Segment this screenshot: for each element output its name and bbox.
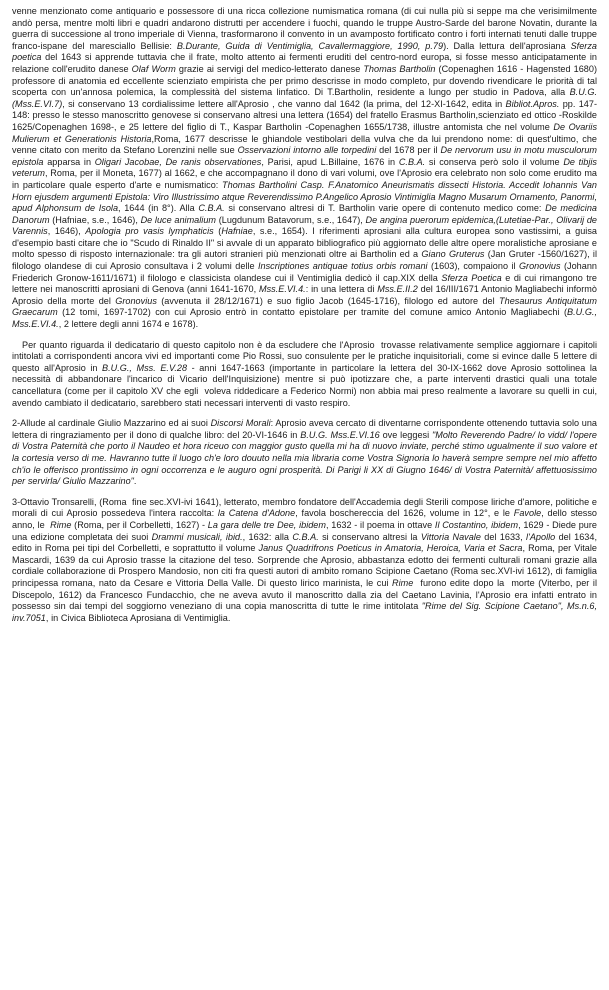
paragraph-main-body: venne menzionato come antiquario e possessore di una ricca collezione numismatica romana (di cui nulla più si seppe ma che verisimilmente andò persa, mentre molti libri e quadri andarono distrutti per accendere i fuochi, quando le truppe Austro-Sarde del barone Novatin, durante la guerra di successione al trono imperiale di Vienna, trasformarono il convento in un avamposto fortificato contro i forti internati tenuti dalle truppe franco-ispane del maresciallo Bellisie: B.Durante, Guida di Ventimiglia, Cavallermaggiore, 1990, p.79). Dalla lettura dell'aprosiana Sferza poetica del 1643 si apprende tuttavia che il frate, molto attento ai fermenti eruditi del centro-nord europa, si fosse messo anticipatamente in relazione coll'erudito danese Olaf Worm grazie ai servigi del medico-letterato danese Thomas Bartholin (Copenaghen 1616 - Hagensted 1680) professore di anatomia ed eccellente scienziato empirista che per primo descrisse in modo completo, pur dovendo rivendicare le priorità di tal scoperta con un'annosa polemica, la complessità del sistema linfatico. Di T.Bartholin, residente a lungo per studio in Padova, alla B.U.G. (Mss.E.VI.7), si conservano 13 cordialissime lettere all'Aprosio , che vanno dal 1642 (la prima, del 12-XI-1642, edita in Bibliot.Apros. pp. 147-148: presso le stesso manoscritto genovese si conservano altresi una lettera (1654) del fratello Erasmus Bartholin,scienziato ed ottico -Roskilde 1625/Copenaghen 1698-, e 25 lettere del figlio di T., Kaspar Bartholin -Copenaghen 1655/1738, illustre antomista che nel volume De Ovariis Mulierum et Generationis Historia,Roma, 1677 descrisse le ghiandole vestibolari della vulva che da lui prendono nome: di quest'ultimo, che venne citato con merito da Stefano Lorenzini nelle sue Osservazioni intorno alle torpedini del 1678 per il De nervorum usu in motu musculorum epistola apparsa in Oligari Jacobae, De ranis observationes, Parisi, apud L.Billaine, 1676 in C.B.A. si conserva però solo il volume De tibjis veterum, Roma, per il Moneta, 1677) al 1662, e che accompagnano il dono di vari volumi, ove l'Aprosio era celebrato non solo come erudito ma in particolare quale esperto d'arte e numismatico: Thomas Bartholini Casp. F.Anatomico Aneurismatis dissecti Historia. Accedit Iohannis Van Horn ejusdem argumenti Epistola: Viro Illustrissimo atque Reverendissimo P.Angelico Aprosio Vintimiglia Magno Musarum Ornamento, Panormi, apud Alphonsum de Isola, 1644 (in 8°). Alla C.B.A. si conservano altresi di T. Bartholin varie opere di contenuto medico come: De medicina Danorum (Hafniae, s.e., 1646), De luce animalium (Lugdunum Batavorum, s.e., 1647), De angina puerorum epidemica,(Lutetiae-Par., Olivarij de Varennis, 1646), Apologia pro vasis lymphaticis (Hafniae, s.e., 1654). I riferimenti aprosiani alla cultura europea sono vastissimi, a guisa d'esempio basti citare che io "Scudo di Rinaldo II" si avvale di un apparato bibliografico più aggiornato delle altre opere moralistiche aprosiane e molto spesso di risposto internazionale: tra gli autori stranieri più menzionati oltre ai Bartholin ed a Giano Gruterus (Jan Gruter -1560/1627), il filologo olandese di cui Aprosio consultava i 2 volumi delle Inscriptiones antiquae totius orbis romani (1603), compaiono il Gronovius (Johann Friederich Gronow-1611/1671) il filologo e classicista olandese cui il Ventimiglia dedicò il cap.XIX della Sferza Poetica e di cui rimangono tre lettere nei manoscritti aprosiani di Genova (anni 1641-1670, Mss.E.VI.4.: in una lettera di Mss.E.II.2 del 16/III/1671 Antonio Magliabechi informò Aprosio della morte del Gronovius (avvenuta il 28/12/1671) e suo figlio Jacob (1645-1716), filologo ed autore del Thesaurus Antiquitatum Graecarum (12 tomi, 1697-1702) con cui Aprosio entrò in contatto epistolare per tramite del comune amico Antonio Magliabechi (B.U.G., Mss.E.VI.4., 2 lettere degli anni 1674 e 1678).: [12, 6, 598, 330]
paragraph-dedicatee-note: Per quanto riguarda il dedicatario di questo capitolo non è da escludere che l'Aprosio trovasse relativamente semplice aggiornare i capitoli intitolati a corrispondenti ancora vivi ed importanti come Pio Rossi, suo consulente per le pratiche inquisitoriali, come si evince dalle 5 lettere di questo all'Aprosio in B.U.G., Mss. E.V.28 - anni 1647-1663 (importante in particolare la lettera del 30-IX-1662 dove Aprosio sottolinea la necessità di abbandonare l'incarico di Vicario dell'Inquisizione) mentre si può ipotizzare che, a parte interventi drastici quali una totale cancellatura (come per il capitolo XV che egli voleva riddedicare a Federico Normi) non abbia mai preso realmente a lavorare su quelli in cui, avendo cambiato il dedicatario, sarebbero stati necessari interventi di vasto respiro.: [12, 339, 597, 408]
paragraph-footnote-3-tronsarelli: 3-Ottavio Tronsarelli, (Roma fine sec.XVI-ivi 1641), letterato, membro fondatore dell'Accademia degli Sterili compose liriche d'amore, politiche e morali di cui Aprosio possedeva l'intera raccolta: la Catena d'Adone, favola boschereccia del 1626, volume in 12°, e le Favole, dello stesso anno, le Rime (Roma, per il Corbelletti, 1627) - La gara delle tre Dee, ibidem, 1632 - il poema in ottave Il Costantino, ibidem, 1629 - Diede pure una edizione completata dei suoi Drammi musicali, ibid., 1632: alla C.B.A. si conservano altresi la Vittoria Navale del 1633, l'Apollo del 1634, edito in Roma pei tipi del Corbelletti, e soprattutto il volume Janus Quadrifrons Poeticus in Amatoria, Heroica, Varia et Sacra, Roma, per Vitale Mascardi, 1639 da cui Aprosio trasse la citazione del teso. Sorprende che Aprosio, abbastanza edotto dei fermenti culturali romani grazie alla cordiale collaborazione di Prospero Mandosio, non citi fra questi autori di ambito romano Scipione Caetano (Roma sec.XVI-ivi 1612), di famiglia principessa romana, nato da Cesare e Vittoria Della Valle. Di questo lirico marinista, le cui Rime furono edite dopo la morte (Viterbo, per il Discepolo, 1612) da Francesco Fundacchio, che ne aveva avuto il manoscritto dalla zia del Caetano Lavinia, l'Aprosio era infatti entrato in possesso sin dai tempi del soggiorno veneziano di una copia manoscritta di tutte le rime intitolata "Rime del Sig. Scipione Caetano", Ms.n.6, inv.7051, in Civica Biblioteca Aprosiana di Ventimiglia.: [12, 496, 597, 623]
paragraph-footnote-2-mazzarino: 2-Allude al cardinale Giulio Mazzarino ed ai suoi Discorsi Morali: Aprosio aveva cercato di diventarne corrispondente ottenendo tuttavia solo una lettera di ringraziamento per il dono di qualche libro: del 20-VI-1646 in B.U.G. Mss.E.VI.16 ove leggesi "Molto Reverendo Padre/ lo vidd/ l'opere di Vostra Paternità che porto il Naudeo et hora riceuo con maggior gusto quella mi ha di nuovo inviate, perché stimo ugualmente il suo valore et la cortesia verso di me. Havranno tutte il luogo ch'e loro douuto nella mia libraria come Vostra Signoria lo haverà sempre sempre nel mio affetto ch'io le offerisco prontissimo in ogni occorrenza e le auguro ogni prosperità. Di Parigi li XX di Giugno 1646/ di Vostra Paternità/ affettuosissimo per servirla/ Giulio Mazzarino".: [12, 418, 598, 487]
